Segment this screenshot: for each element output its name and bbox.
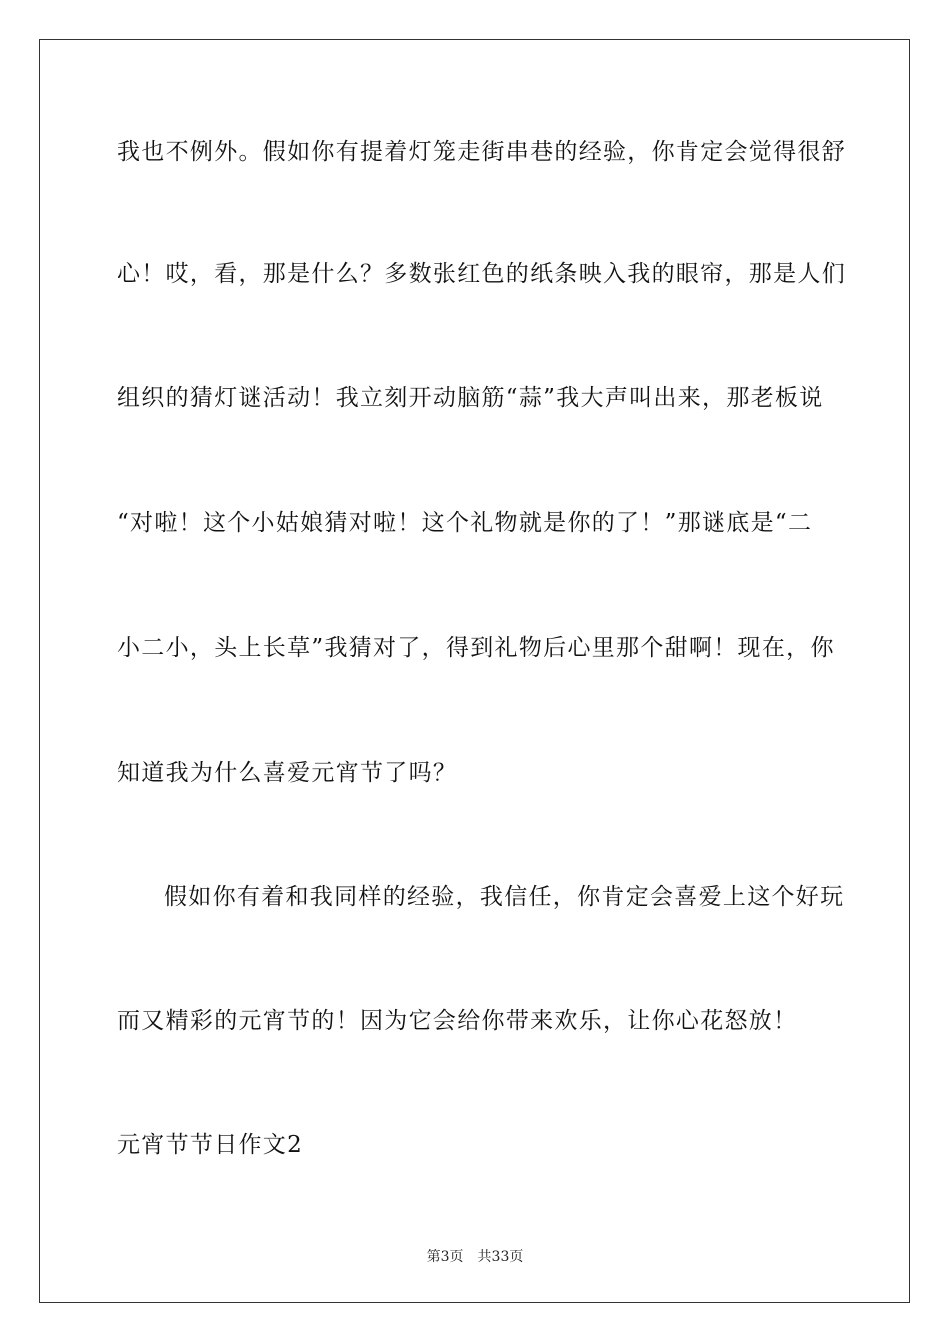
- body-line-5: 小二小，头上长草”我猜对了，得到礼物后心里那个甜啊！现在，你: [117, 635, 835, 661]
- page-border: [39, 39, 910, 1303]
- total-pages: 共33页: [477, 1249, 524, 1265]
- body-line-8: 而又精彩的元宵节的！因为它会给你带来欢乐，让你心花怒放！: [117, 1008, 798, 1034]
- body-line-2: 心！哎，看，那是什么？多数张红色的纸条映入我的眼帘，那是人们: [117, 261, 846, 287]
- body-line-4: “对啦！这个小姑娘猜对啦！这个礼物就是你的了！”那谜底是“二: [117, 510, 813, 536]
- body-line-3: 组织的猜灯谜活动！我立刻开动脑筋“蒜”我大声叫出来，那老板说: [117, 385, 824, 411]
- body-line-1: 我也不例外。假如你有提着灯笼走街串巷的经验，你肯定会觉得很舒: [117, 139, 846, 165]
- page-footer: [0, 1248, 950, 1266]
- section-heading: 元宵节节日作文2: [117, 1132, 304, 1158]
- body-line-7-paragraph-start: 假如你有着和我同样的经验，我信任，你肯定会喜爱上这个好玩: [164, 884, 845, 910]
- page-number: 第3页: [426, 1249, 464, 1265]
- body-line-6: 知道我为什么喜爱元宵节了吗？: [117, 760, 458, 786]
